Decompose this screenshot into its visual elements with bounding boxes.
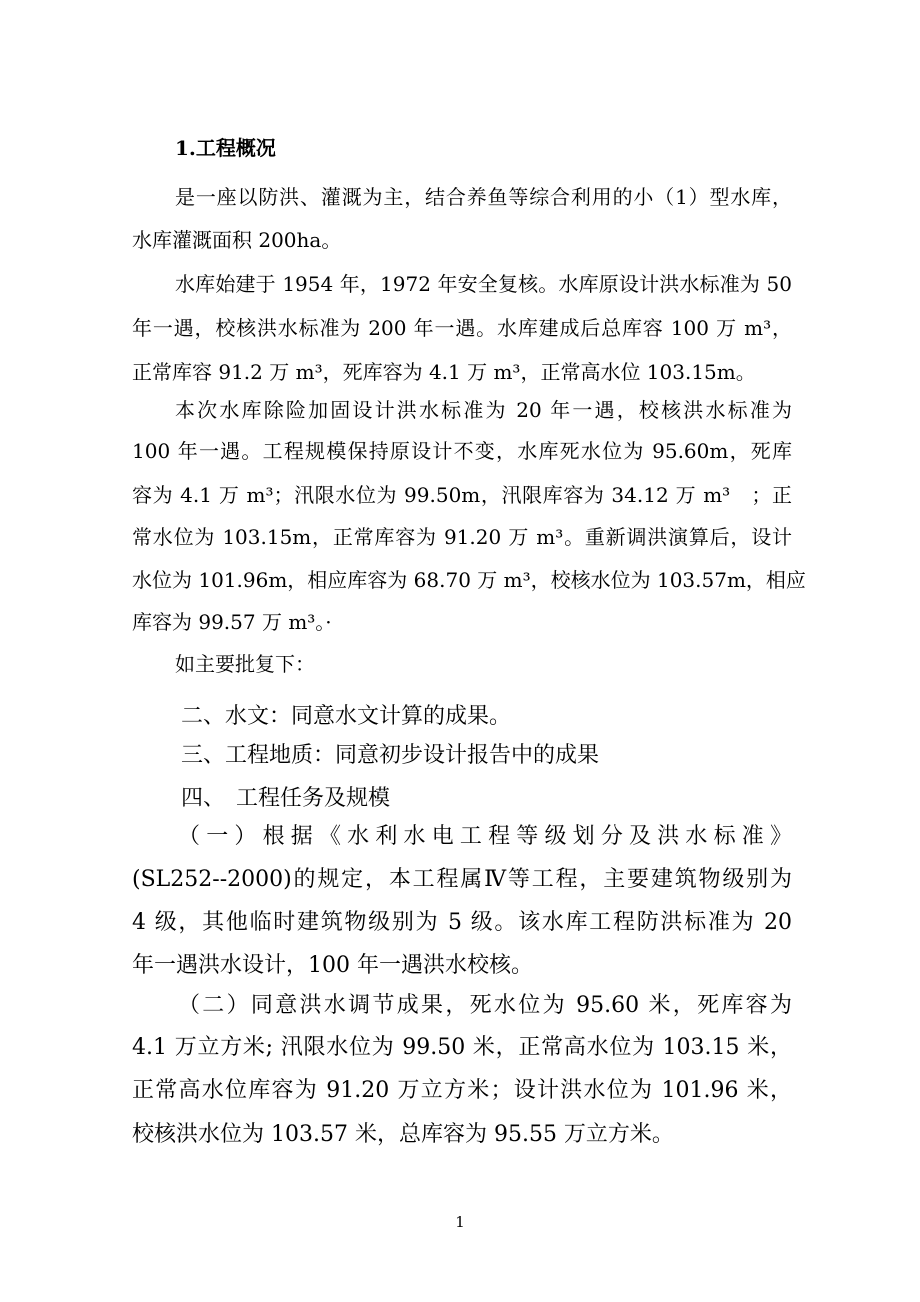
paragraph-line: （一）根据《水利水电工程等级划分及洪水标准》: [178, 824, 792, 849]
paragraph-line: 本次水库除险加固设计洪水标准为 20 年一遇，校核洪水标准为: [175, 398, 792, 422]
paragraph-line: 容为 4.1 万 m³；汛限水位为 99.50m，汛限库容为 34.12 万 m³ ；正: [132, 483, 792, 507]
paragraph-line: 4.1 万立方米; 汛限水位为 99.50 米，正常高水位为 103.15 米，: [132, 1035, 792, 1060]
paragraph-line: (SL252--2000)的规定，本工程属Ⅳ等工程，主要建筑物级别为: [132, 867, 792, 892]
section-heading: 1.工程概况: [175, 136, 276, 160]
paragraph-line: 4 级，其他临时建筑物级别为 5 级。该水库工程防洪标准为 20: [132, 910, 792, 935]
paragraph-line: 年一遇洪水设计，100 年一遇洪水校核。: [132, 953, 533, 978]
paragraph-line: 校核洪水位为 103.57 米，总库容为 95.55 万立方米。: [132, 1122, 674, 1147]
list-item: 二、水文：同意水文计算的成果。: [181, 704, 512, 729]
list-item: 四、 工程任务及规模: [181, 786, 391, 811]
page-number: 1: [455, 1213, 465, 1231]
paragraph-line: 正常高水位库容为 91.20 万立方米；设计洪水位为 101.96 米，: [132, 1078, 792, 1103]
list-item: 三、工程地质：同意初步设计报告中的成果: [181, 743, 600, 768]
paragraph-line: 年一遇，校核洪水标准为 200 年一遇。水库建成后总库容 100 万 m³，: [132, 316, 792, 340]
paragraph-line: 水库灌溉面积 200ha。: [132, 228, 342, 252]
paragraph-line: 水库始建于 1954 年，1972 年安全复核。水库原设计洪水标准为 50: [175, 272, 792, 296]
paragraph-line: 如主要批复下：: [175, 652, 315, 676]
paragraph-line: 水位为 101.96m，相应库容为 68.70 万 m³，校核水位为 103.57m，相应: [132, 568, 806, 592]
paragraph-line: 常水位为 103.15m，正常库容为 91.20 万 m³。重新调洪演算后，设计: [132, 525, 792, 549]
paragraph-line: （二）同意洪水调节成果，死水位为 95.60 米，死库容为: [178, 993, 792, 1018]
paragraph-line: 是一座以防洪、灌溉为主，结合养鱼等综合利用的小（1）型水库，: [175, 185, 792, 209]
paragraph-line: 100 年一遇。工程规模保持原设计不变，水库死水位为 95.60m，死库: [132, 439, 792, 463]
paragraph-line: 正常库容 91.2 万 m³，死库容为 4.1 万 m³，正常高水位 103.15m。: [132, 360, 756, 384]
paragraph-line: 库容为 99.57 万 m³。·: [132, 610, 332, 634]
